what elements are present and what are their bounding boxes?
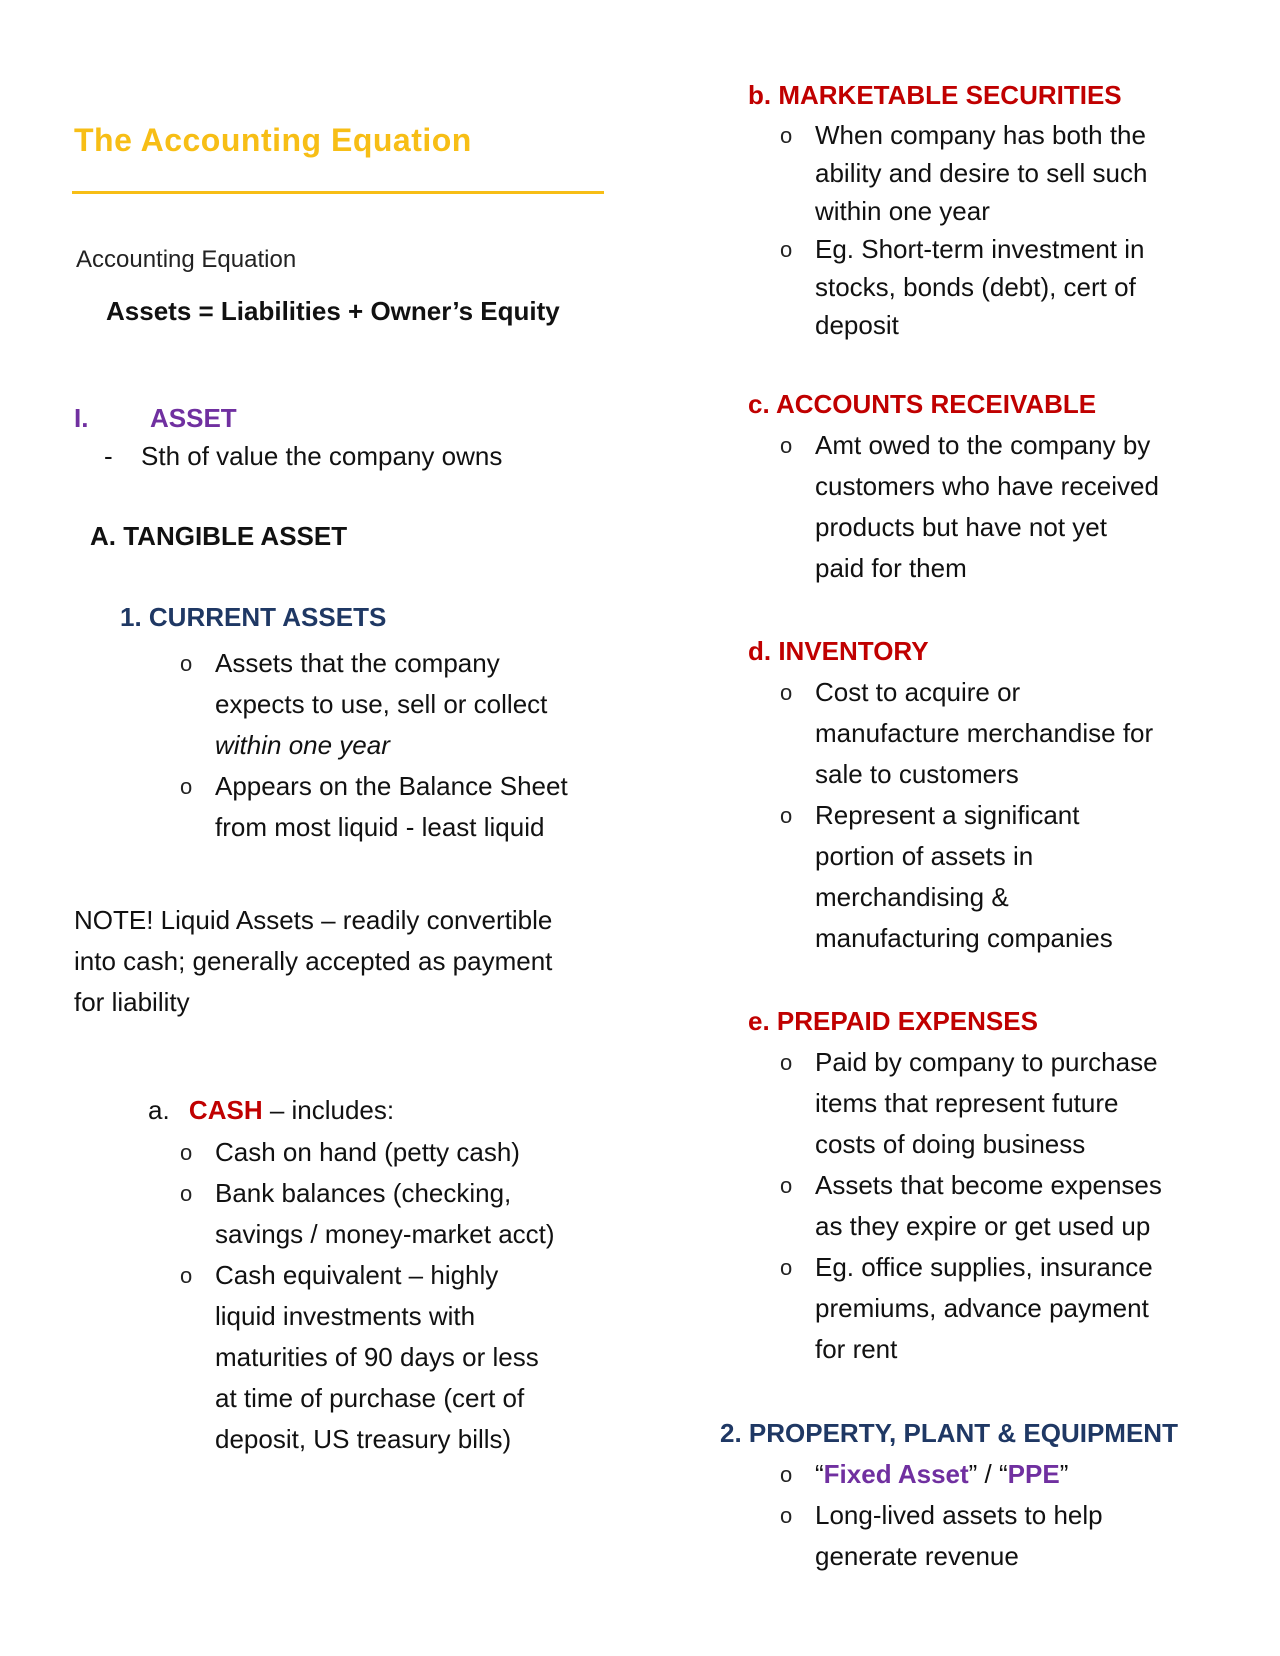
bullet-icon: o [180,1263,193,1288]
receivable-b1-line2: customers who have received [815,471,1159,501]
quote-mid: ” / “ [968,1459,1008,1489]
bullet-icon: o [180,1181,193,1206]
current-assets-bullet1-line1: Assets that the company [215,648,500,678]
cash-bullet3-line2: liquid investments with [215,1301,476,1331]
prepaid-b3-line3: for rent [815,1334,898,1364]
note-line3: for liability [74,987,190,1017]
current-assets-bullet1-line2: expects to use, sell or collect [215,689,548,719]
page-title: The Accounting Equation [74,122,472,158]
marketable-b1-line2: ability and desire to sell such [815,158,1148,188]
bullet-icon: o [780,803,793,828]
inventory-b1-line2: manufacture merchandise for [815,718,1154,748]
inventory-b1-line1: Cost to acquire or [815,677,1021,707]
quote-close: ” [1059,1459,1069,1489]
prepaid-b2-line1: Assets that become expenses [815,1170,1162,1200]
marketable-b1-line1: When company has both the [815,120,1146,150]
accounts-receivable-heading: c. ACCOUNTS RECEIVABLE [748,389,1097,419]
bullet-icon: o [180,651,193,676]
prepaid-b2-line2: as they expire or get used up [815,1211,1151,1241]
bullet-icon: o [780,433,793,458]
cash-bullet3-line4: at time of purchase (cert of [215,1383,525,1413]
asset-definition: Sth of value the company owns [141,441,503,471]
cash-bullet3-line5: deposit, US treasury bills) [215,1424,512,1454]
quote-open: “ [815,1459,824,1489]
cash-letter: a. [148,1095,170,1125]
prepaid-b1-line1: Paid by company to purchase [815,1047,1158,1077]
bullet-icon: o [780,1173,793,1198]
inventory-b2-line2: portion of assets in [815,841,1034,871]
fixed-asset-term: Fixed Asset [823,1459,969,1489]
inventory-b2-line4: manufacturing companies [815,923,1113,953]
marketable-securities-heading: b. MARKETABLE SECURITIES [748,80,1122,110]
inventory-heading: d. INVENTORY [748,636,929,666]
prepaid-b3-line2: premiums, advance payment [815,1293,1149,1323]
cash-bullet2-line2: savings / money-market acct) [215,1219,555,1249]
marketable-b2-line1: Eg. Short-term investment in [815,234,1145,264]
prepaid-b1-line2: items that represent future [815,1088,1119,1118]
note-line2: into cash; generally accepted as payment [74,946,553,976]
current-assets-bullet1-line3: within one year [215,730,390,760]
bullet-icon: o [780,237,793,262]
marketable-b2-line3: deposit [815,310,899,340]
ppe-bullet1 [815,1454,1068,1495]
ppe-term: PPE [1007,1459,1060,1489]
inventory-b2-line1: Represent a significant [815,800,1080,830]
receivable-b1-line3: products but have not yet [815,512,1107,542]
bullet-icon: o [180,1140,193,1165]
bullet-icon: o [780,1503,793,1528]
title-underline [72,191,604,194]
current-assets-bullet2-line1: Appears on the Balance Sheet [215,771,568,801]
bullet-icon: o [780,123,793,148]
accounting-equation: Assets = Liabilities + Owner’s Equity [106,296,560,326]
inventory-b2-line3: merchandising & [815,882,1009,912]
cash-bullet3-line3: maturities of 90 days or less [215,1342,539,1372]
ppe-heading: 2. PROPERTY, PLANT & EQUIPMENT [720,1418,1178,1448]
bullet-icon: o [780,1462,793,1487]
dash-bullet: - [104,441,113,471]
prepaid-b3-line1: Eg. office supplies, insurance [815,1252,1153,1282]
current-assets-bullet2-line2: from most liquid - least liquid [215,812,545,842]
tangible-asset-heading: A. TANGIBLE ASSET [90,521,348,551]
section-heading-asset: ASSET [150,403,237,433]
bullet-icon: o [780,1050,793,1075]
receivable-b1-line4: paid for them [815,553,967,583]
ppe-b2-line1: Long-lived assets to help [815,1500,1103,1530]
cash-bullet3-line1: Cash equivalent – highly [215,1260,499,1290]
equation-label: Accounting Equation [76,246,297,273]
bullet-icon: o [780,1255,793,1280]
receivable-b1-line1: Amt owed to the company by [815,430,1151,460]
bullet-icon: o [780,680,793,705]
marketable-b2-line2: stocks, bonds (debt), cert of [815,272,1136,302]
inventory-b1-line3: sale to customers [815,759,1019,789]
cash-includes: – includes: [262,1095,395,1125]
current-assets-heading: 1. CURRENT ASSETS [120,602,387,632]
cash-label: CASH [188,1095,263,1125]
prepaid-expenses-heading: e. PREPAID EXPENSES [748,1006,1038,1036]
bullet-icon: o [180,774,193,799]
cash-heading [148,1090,394,1131]
cash-bullet1: Cash on hand (petty cash) [215,1137,520,1167]
section-numeral: I. [74,403,89,433]
ppe-b2-line2: generate revenue [815,1541,1019,1571]
cash-bullet2-line1: Bank balances (checking, [215,1178,512,1208]
prepaid-b1-line3: costs of doing business [815,1129,1086,1159]
marketable-b1-line3: within one year [815,196,990,226]
note-line1: NOTE! Liquid Assets – readily convertible [74,905,553,935]
